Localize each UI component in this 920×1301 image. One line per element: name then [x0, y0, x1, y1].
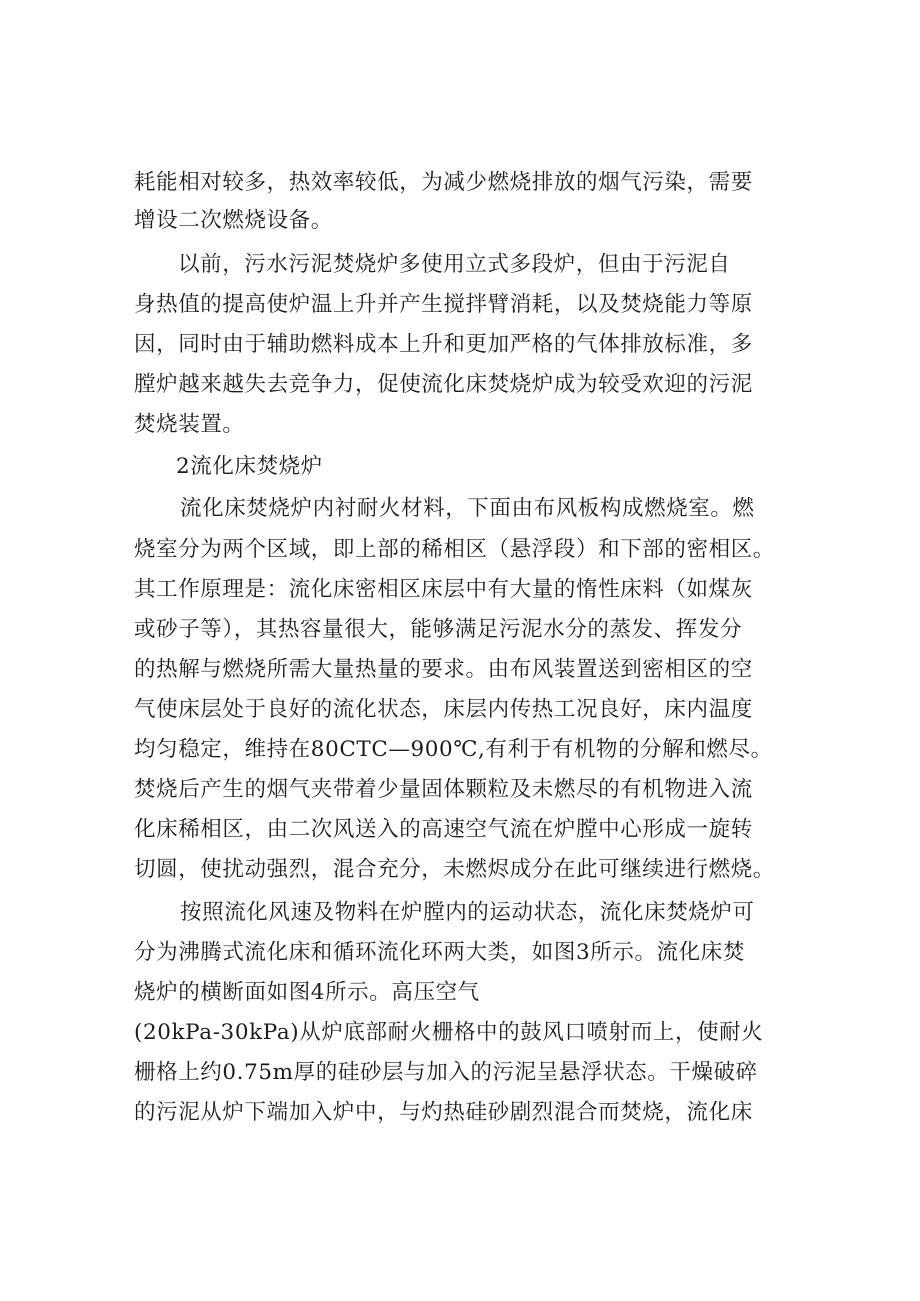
text-line: 焚烧后产生的烟气夹带着少量固体颗粒及未燃尽的有机物进入流: [134, 777, 753, 802]
text-line: 的热解与燃烧所需大量热量的要求。由布风装置送到密相区的空: [134, 657, 753, 682]
text-line: 耗能相对较多，热效率较低，为减少燃烧排放的烟气污染，需要: [134, 170, 753, 195]
text-line: 其工作原理是：流化床密相区床层中有大量的惰性床料（如煤灰: [134, 577, 753, 602]
text-line: 按照流化风速及物料在炉膛内的运动状态，流化床焚烧炉可: [180, 900, 755, 925]
text-line: 的污泥从炉下端加入炉中，与灼热硅砂剧烈混合而焚烧，流化床: [134, 1100, 753, 1125]
section-heading: 2流化床焚烧炉: [176, 454, 323, 479]
text-line: 流化床焚烧炉内衬耐火材料，下面由布风板构成燃烧室。燃: [180, 496, 755, 521]
text-line: (20kPa-30kPa)从炉底部耐火栅格中的鼓风口喷射而上，使耐火: [134, 1020, 764, 1045]
text-line: 烧室分为两个区域，即上部的稀相区（悬浮段）和下部的密相区。: [134, 537, 775, 562]
text-line: 或砂子等），其热容量很大，能够满足污泥水分的蒸发、挥发分: [134, 617, 743, 642]
text-line: 烧炉的横断面如图4所示。高压空气: [134, 980, 480, 1005]
text-line: 焚烧装置。: [134, 412, 245, 437]
text-line: 栅格上约0.75m厚的硅砂层与加入的污泥呈悬浮状态。干燥破碎: [134, 1060, 758, 1085]
text-line: 增设二次燃烧设备。: [134, 208, 333, 233]
text-line: 膛炉越来越失去竞争力，促使流化床焚烧炉成为较受欢迎的污泥: [134, 372, 753, 397]
text-line: 切圆，使扰动强烈，混合充分，未燃烬成分在此可继续进行燃烧。: [134, 857, 775, 882]
text-line: 气使床层处于良好的流化状态，床层内传热工况良好，床内温度: [134, 697, 753, 722]
text-line: 均匀稳定，维持在80CTC—900℃,有利于有机物的分解和燃尽。: [134, 737, 773, 762]
text-line: 身热值的提高使炉温上升并产生搅拌臂消耗，以及焚烧能力等原: [134, 292, 753, 317]
text-line: 以前，污水污泥焚烧炉多使用立式多段炉，但由于污泥自: [178, 252, 731, 277]
text-line: 分为沸腾式流化床和循环流化环两大类，如图3所示。流化床焚: [134, 940, 745, 965]
text-line: 化床稀相区，由二次风送入的高速空气流在炉膛中心形成一旋转: [134, 817, 753, 842]
text-line: 因，同时由于辅助燃料成本上升和更加严格的气体排放标准，多: [134, 332, 753, 357]
